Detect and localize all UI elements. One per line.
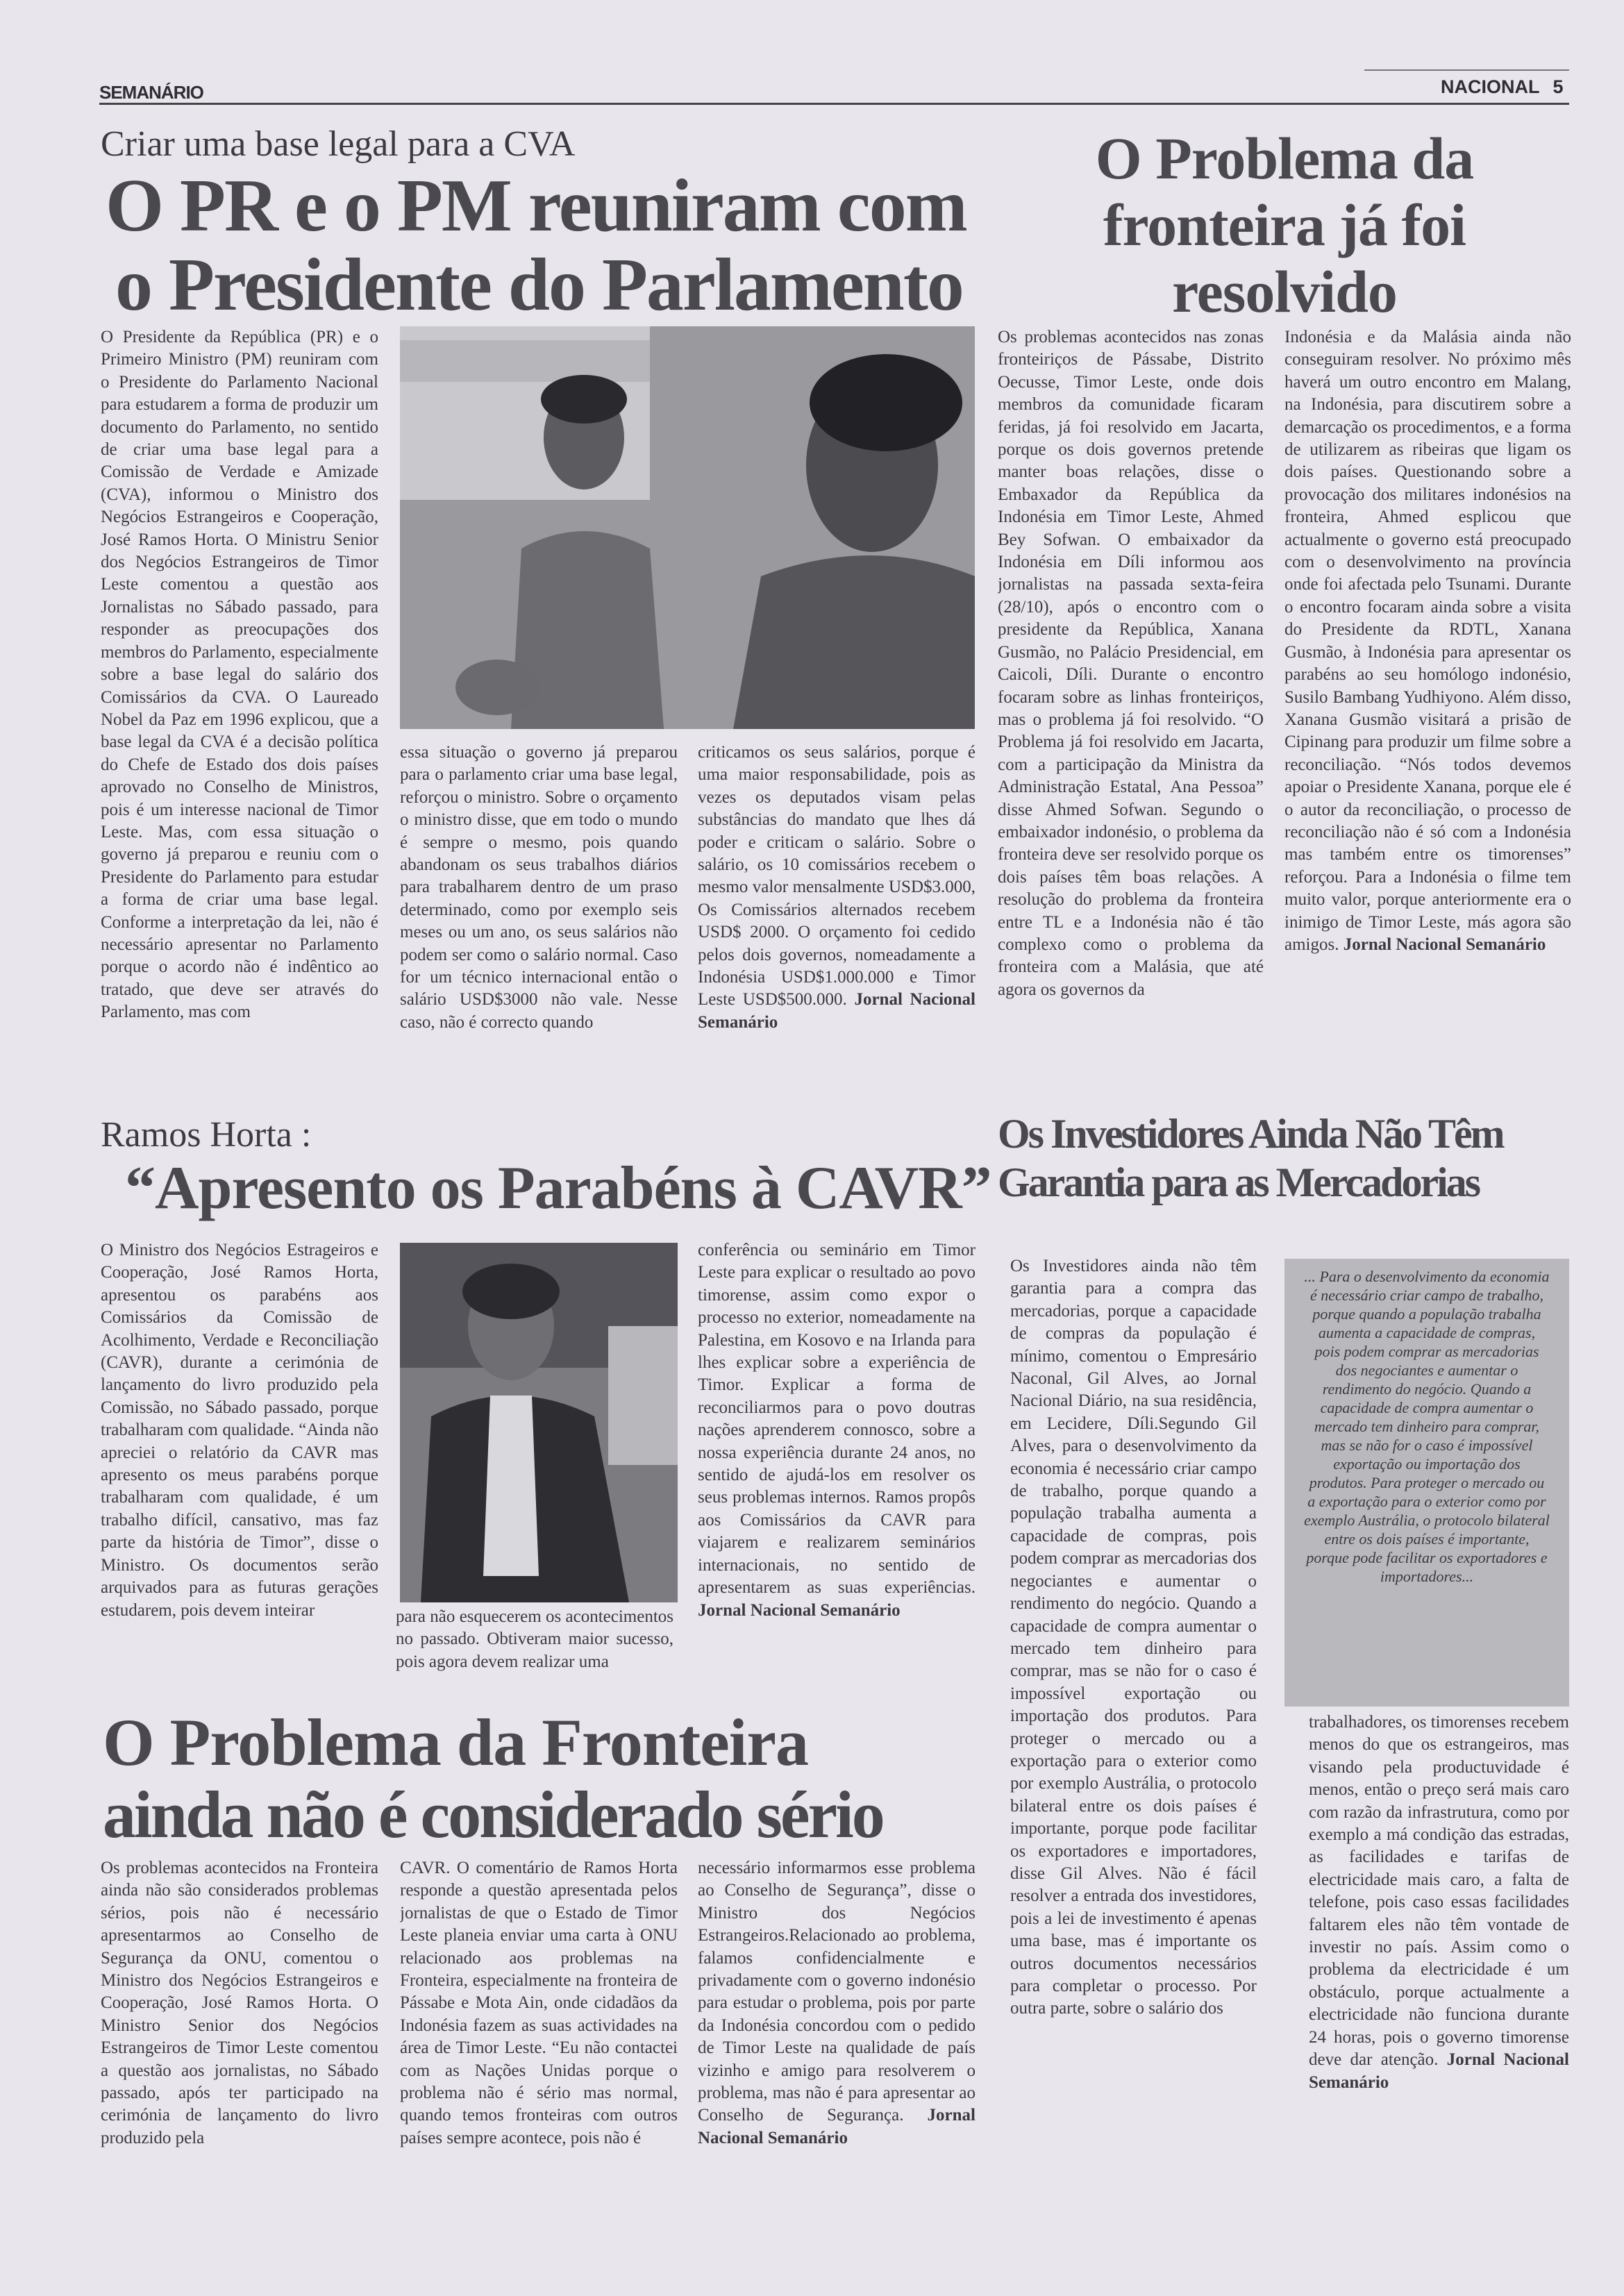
- article4-headline-line1: Os Investidores Ainda Não Têm: [998, 1111, 1503, 1157]
- article4-column-1: Os Investidores ainda não têm garantia para a compra das mercadorias, porque a capacidade de compras da população é mínimo, comentou o Empresário Naconal, Gil Alves, ao Jornal Nacional Diário, na sua residência, em Lecidere, Díli.Segundo Gil Alves, para o desenvolvimento da economia é necessário criar campo de trabalho, porque quando a população trabalha aumenta a capacidade de compras, pois podem comprar as mercadorias dos negociantes e aumentar o rendimento do negócio. Quando a capacidade de compra aumentar o mercado tem dinheiro para comprar, mas se não for o caso é impossível exportação ou importação dos produtos. Para proteger o mercado ou a exportação para o exterior como por exemplo Austrália, o protocolo bilateral entre os dois países é importante, porque pode facilitar os exportadores e importadores, disse Gil Alves. Não é fácil resolver a entrada dos investidores, pois a lei de investimento é apenas uma base, mas é importante os outros documentos necessários para completar o processo. Por outra parte, sobre o salário dos: [1010, 1257, 1257, 2018]
- article2-column-2: [1284, 326, 1571, 1090]
- meeting-photo-illustration: [400, 326, 975, 729]
- article5-signature: Jornal Nacional Semanário: [698, 2106, 976, 2147]
- article1-column-3-text: criticamos os seus salários, porque é uma maior responsabilidade, pois as vezes os deputados visam pelas substâncias do mandato que lhes dá poder e criticam o salário. Sobre o salário, os 10 comissários recebem o mesmo valor mensalmente USD$3.000, Os Comissários alternados recebem USD$ 2000. O orçamento foi cedido pelos dois governos, nomeadamente a Indonésia USD$1.000.000 e Timor Leste USD$500.000.: [698, 743, 976, 1009]
- article4-headline: [998, 1109, 1503, 1207]
- article1-signature: Jornal Nacional Semanário: [698, 990, 976, 1032]
- article4-pullquote: ... Para o desenvolvimento da economia é necessário criar campo de trabalho, porque quando a população trabalha aumenta a capacidade de compras, pois podem comprar as mercadorias dos negociantes e aumentar o rendimento do negócio. Quando a capacidade de compra aumentar o mercado tem dinheiro para comprar, mas se não for o caso é impossível exportação ou importação dos produtos. Para proteger o mercado ou a exportação para o exterior como por exemplo Austrália, o protocolo bilateral entre os dois países é importante, porque pode facilitar os exportadores e importadores...: [1284, 1259, 1569, 1707]
- article2-headline-line1: O Problema da: [1095, 125, 1474, 192]
- article2-signature: Jornal Nacional Semanário: [1343, 935, 1546, 954]
- article1-kicker: Criar uma base legal para a CVA: [101, 124, 576, 164]
- article1-column-2: essa situação o governo já preparou para o parlamento criar uma base legal, reforçou o ministro. Sobre o orçamento o ministro disse, que em todo o mundo é sempre o mesmo, pois quando abandonam os seus trabalhos diários para trabalharem dentro de um praso determinado, como por exemplo seis meses ou um ano, os seus salários não podem ser como o salário normal. Caso for um técnico internacional então o salário USD$3000 não vale. Nesse caso, não é correcto quando: [400, 743, 678, 1032]
- article1-headline: [106, 165, 966, 326]
- article4-column-2: [1309, 1711, 1569, 2190]
- article4-signature: Jornal Nacional Semanário: [1309, 2050, 1569, 2092]
- header-rule-left: [99, 103, 1569, 105]
- article1-column-1: O Presidente da República (PR) e o Primeiro Ministro (PM) reuniram com o Presidente do Parlamento Nacional para estudarem a forma de produzir um documento do Parlamento, no sentido de criar uma base legal para a Comissão de Verdade e Amizade (CVA), informou o Ministro dos Negócios Estrangeiros e Cooperação, José Ramos Horta. O Ministru Senior dos Negócios Estrangeiros de Timor Leste comentou a questão aos Jornalistas no Sábado passado, para responder as preocupações dos membros do Parlamento, especialmente sobre a base legal do salário dos Comissários da CVA. O Laureado Nobel da Paz em 1996 explicou, que a base legal da CVA é a decisão política do Chefe de Estado dos dois países aprovado no Conselho de Ministros, pois é um interesse nacional de Timor Leste. Mas, com essa situação o governo já preparou e reuniu com o Presidente do Parlamento para estudar a forma de criar uma base legal. Conforme a interpretação da lei, não é necessário apresentar no Parlamento porque o acordo não é indêntico ao tratado, que deve ser através do Parlamento, mas com: [101, 328, 378, 1022]
- article4-headline-line2: Garantia para as Mercadorias: [998, 1159, 1480, 1205]
- page-number: 5: [1552, 76, 1564, 97]
- article2-column-1: Os problemas acontecidos nas zonas fronteiriços de Pássabe, Distrito Oecusse, Timor Leste, onde dois membros da comunidade ficaram feridas, já foi resolvido em Jacarta, porque os dois governos pretende manter boas relações, disse o Embaxador da República da Indonésia em Timor Leste, Ahmed Bey Sofwan. O embaixador da Indonésia em Díli informou aos jornalistas na passada sexta-feira (28/10), após o encontro com o presidente da República, Xanana Gusmão, no Palácio Presidencial, em Caicoli, Díli. Durante o encontro focaram sobre as linhas fronteiriços, mas o problema já foi resolvido. “O Problema já foi resolvido em Jacarta, com a participação da Ministra da Administração Estatal, Ana Pessoa” disse Ahmed Sofwan. Segundo o embaixador indonésio, o problema da fronteira deve ser resolvido porque os dois países têm boas relações. A resolução do problema da fronteira entre TL e a Indonésia não é tão complexo como o problema da fronteira com a Malásia, que até agora os governos da: [998, 328, 1264, 999]
- article1-photo: [400, 326, 975, 729]
- article5-headline-line2: ainda não é considerado sério: [103, 1777, 883, 1852]
- article5-column-3: [698, 1857, 976, 2190]
- article3-photo: [400, 1243, 678, 1602]
- section-label: [1441, 76, 1564, 98]
- article3-headline: “Apresento os Parabéns à CAVR”: [125, 1155, 991, 1222]
- article1-headline-line1: O PR e o PM reuniram com: [106, 165, 966, 247]
- article2-headline: [993, 125, 1576, 325]
- article4-column-2-text: trabalhadores, os timorenses recebem menos do que os estrangeiros, mas visando pela productuvidade é menos, então o preço será mais caro com razão da infrastrutura, como por exemplo a má condição das estradas, as facilidades e tarifas de electricidade mais caro, a falta de telefone, pois caso essas facilidades faltarem eles não têm vontade de investir no país. Assim como o problema da electricidade é um obstáculo, porque actualmente a electricidade não funciona durante 24 horas, pois o governo timorense deve dar atenção.: [1309, 1713, 1569, 2070]
- section-name: NACIONAL: [1441, 76, 1540, 97]
- article3-column-1: O Ministro dos Negócios Estrageiros e Cooperação, José Ramos Horta, apresentou os parabéns aos Comissários da Comissão de Acolhimento, Verdade e Reconciliação (CAVR), durante a cerimónia de lançamento do livro produzido pela Comissão, no Sábado passado, porque trabalharam com qualidade. “Ainda não apreciei o relatório da CAVR mas apresento os meus parabéns porque trabalharam com qualidade, é um trabalho difícil, cansativo, mas faz parte da história de Timor”, disse o Ministro. Os documentos serão arquivados para as futuras gerações estudarem, pois devem inteirar: [101, 1241, 378, 1620]
- header-rule-top-right: [1364, 69, 1569, 71]
- article5-column-3-text: necessário informarmos esse problema ao Conselho de Segurança”, disse o Ministro dos Negócios Estrangeiros.Relacionado ao problema, falamos confidencialmente e privadamente com o governo indonésio para estudar o problema, pois por parte da Indonésia concordou com o pedido de Timor Leste na qualidade de país vizinho e amigo para resolverem o problema, mas não é para apresentar ao Conselho de Segurança.: [698, 1859, 976, 2125]
- portrait-photo-illustration: [400, 1243, 678, 1602]
- article3-column-2: para não esquecerem os acontecimentos no passado. Obtiveram maior sucesso, pois agora devem realizar uma: [396, 1607, 673, 1671]
- article5-headline-line1: O Problema da Fronteira: [103, 1705, 808, 1779]
- article2-column-2-text: Indonésia e da Malásia ainda não conseguiram resolver. No próximo mês haverá um outro encontro em Malang, na Indonésia, para discutirem sobre a demarcação os procedimentos, e a forma de utilizarem as ribeiras que ligam os dois países. Questionando sobre a provocação dos militares indonésios na fronteira, Ahmed esplicou que actualmente o governo está preocupado com o desenvolvimento na província onde foi afectada pelo Tsunami. Durante o encontro focaram ainda sobre a visita do Presidente da RDTL, Xanana Gusmão, à Indonésia para apresentar os parabéns ao seu homólogo indonésio, Susilo Bambang Yudhiyono. Além disso, Xanana Gusmão visitará a prisão de Cipinang para produzir um filme sobre a reconciliação. “Nós todos devemos apoiar o Presidente Xanana, porque ele é o autor da reconciliação, o processo de reconciliação não é só com a Indonésia mas também entre os timorenses” reforçou. Para a Indonésia o filme tem muito valor, porque anteriormente era o inimigo de Timor Leste, más agora são amigos.: [1284, 328, 1571, 954]
- publication-name: SEMANÁRIO: [99, 82, 203, 103]
- article5-headline: [103, 1707, 883, 1851]
- article3-column-3: [698, 1239, 976, 1708]
- article3-column-3-text: conferência ou seminário em Timor Leste para explicar o resultado ao povo timorense, assim como expor o processo no exterior, nomeadamente na Palestina, em Kosovo e na Irlanda para lhes explicar sobre a experiência de Timor. Explicar a forma de reconciliarmos para o povo doutras nações aprenderem connosco, sobre a nossa experiência durante 24 anos, no sentido de ajudá-los em resolver os seus problemas internos. Ramos propôs aos Comissários da CAVR para viajarem e realizarem seminários internacionais, no sentido de apresentarem as suas experiências.: [698, 1241, 976, 1598]
- article1-headline-line2: o Presidente do Parlamento: [115, 244, 963, 326]
- article1-column-3: [698, 741, 976, 1089]
- article2-headline-line2: fronteira já foi: [1103, 192, 1466, 258]
- article3-signature: Jornal Nacional Semanário: [698, 1600, 901, 1620]
- article5-column-1: Os problemas acontecidos na Fronteira ainda não são considerados problemas sérios, pois não é necessário apresentarmos ao Conselho de Segurança da ONU, comentou o Ministro dos Negócios Estrangeiros e Cooperação, José Ramos Horta. O Ministro Senior dos Negócios Estrangeiros de Timor Leste comentou a questão aos jornalistas, no Sábado passado, após ter participado na cerimónia de lançamento do livro produzido pela: [101, 1859, 378, 2147]
- article5-column-2: CAVR. O comentário de Ramos Horta responde a questão apresentada pelos jornalistas de que o Estado de Timor Leste planeia enviar uma carta à ONU relacionado aos problemas na Fronteira, especialmente na fronteira de Pássabe e Mota Ain, onde cidadãos da Indonésia fazem as suas actividades na área de Timor Leste. “Eu não contactei com as Nações Unidas porque o problema não é sério mas normal, quando temos fronteiras com outros países sempre acontece, pois não é: [400, 1859, 678, 2147]
- article3-kicker: Ramos Horta :: [101, 1115, 312, 1155]
- article2-headline-line3: resolvido: [1172, 258, 1397, 325]
